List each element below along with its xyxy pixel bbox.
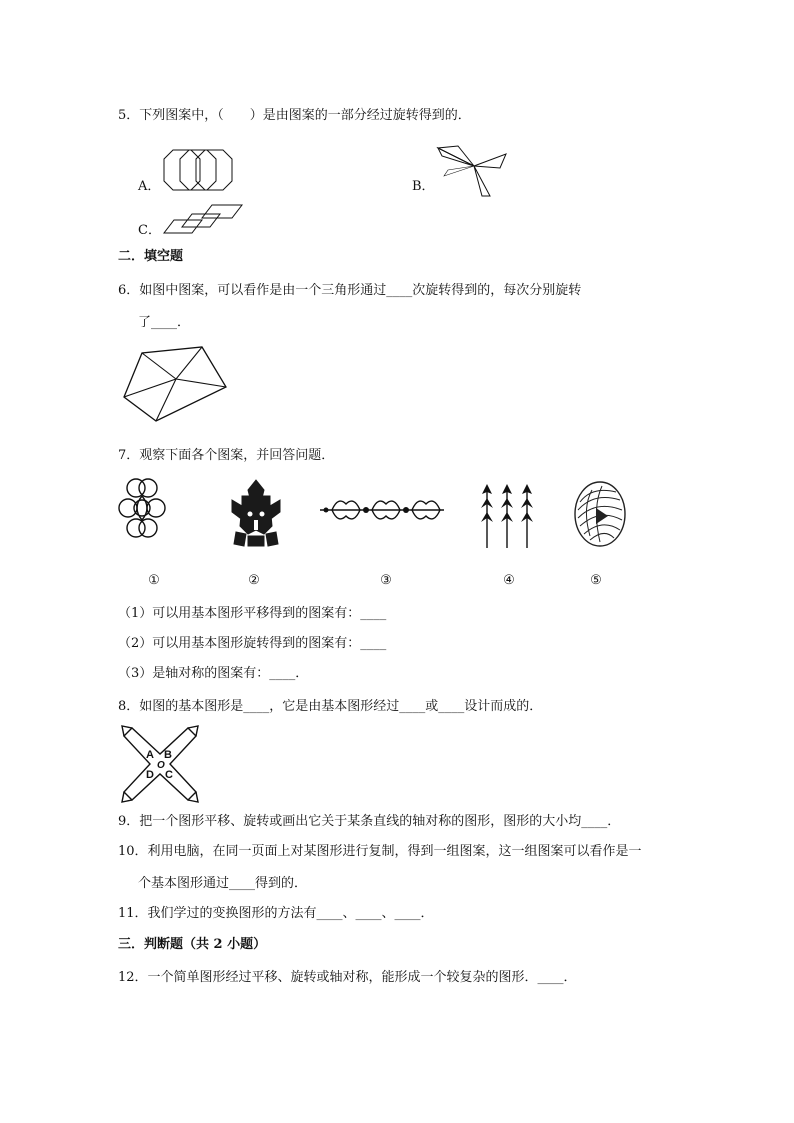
q8-label-b: B [164, 749, 172, 761]
q8-label-o: O [157, 760, 165, 771]
q7-sub3: （3）是轴对称的图案有：____． [118, 666, 309, 681]
q6-line2: 了____． [138, 315, 191, 330]
q7-label-3: ③ [380, 573, 392, 588]
q8-label-c: C [165, 769, 173, 781]
q7-label-1: ① [148, 573, 160, 588]
q5-option-c-label: C． [138, 223, 161, 238]
q7-pattern-5-swirl [572, 478, 628, 550]
q7-label-4: ④ [503, 573, 515, 588]
q5-option-b-pinwheel [434, 142, 514, 200]
q9-text: 9．把一个图形平移、旋转或画出它关于某条直线的轴对称的图形，图形的大小均____． [118, 814, 621, 829]
q7-stem: 7．观察下面各个图案，并回答问题． [118, 448, 335, 463]
q5-option-b-label: B． [412, 179, 435, 194]
q7-pattern-2-ornament [228, 478, 284, 550]
q5-option-a-label: A． [138, 179, 161, 194]
q7-sub1: （1）可以用基本图形平移得到的图案有：____ [118, 606, 387, 621]
q7-sub2: （2）可以用基本图形旋转得到的图案有：____ [118, 636, 387, 651]
q7-label-5: ⑤ [590, 573, 602, 588]
q7-pattern-1-knot [118, 476, 166, 548]
q6-pentagon-figure [120, 343, 230, 425]
section-2-heading: 二．填空题 [118, 249, 184, 264]
q11-text: 11．我们学过的变换图形的方法有____、____、____． [118, 906, 434, 921]
q8-label-a: A [146, 749, 154, 761]
q12-text: 12．一个简单图形经过平移、旋转或轴对称，能形成一个较复杂的图形．____． [118, 970, 577, 985]
q5-option-c-parallelograms [162, 202, 246, 236]
q5-option-a-octagons [160, 148, 246, 192]
q10-line1: 10．利用电脑，在同一页面上对某图形进行复制，得到一组图案，这一组图案可以看作是一 [118, 844, 642, 859]
q7-pattern-4-wheat [478, 480, 536, 550]
q7-label-2: ② [248, 573, 260, 588]
q5-stem: 5．下列图案中，（ ）是由图案的一部分经过旋转得到的． [118, 108, 471, 123]
section-3-heading: 三．判断题（共 2 小题） [118, 937, 267, 952]
q6-line1: 6．如图中图案，可以看作是由一个三角形通过____次旋转得到的，每次分别旋转 [118, 283, 582, 298]
q8-label-d: D [146, 769, 154, 781]
q8-cross-figure [120, 724, 200, 804]
q10-line2: 个基本图形通过____得到的． [138, 876, 308, 891]
q8-stem: 8．如图的基本图形是____，它是由基本图形经过____或____设计而成的． [118, 699, 543, 714]
q7-pattern-3-chain [320, 494, 444, 526]
